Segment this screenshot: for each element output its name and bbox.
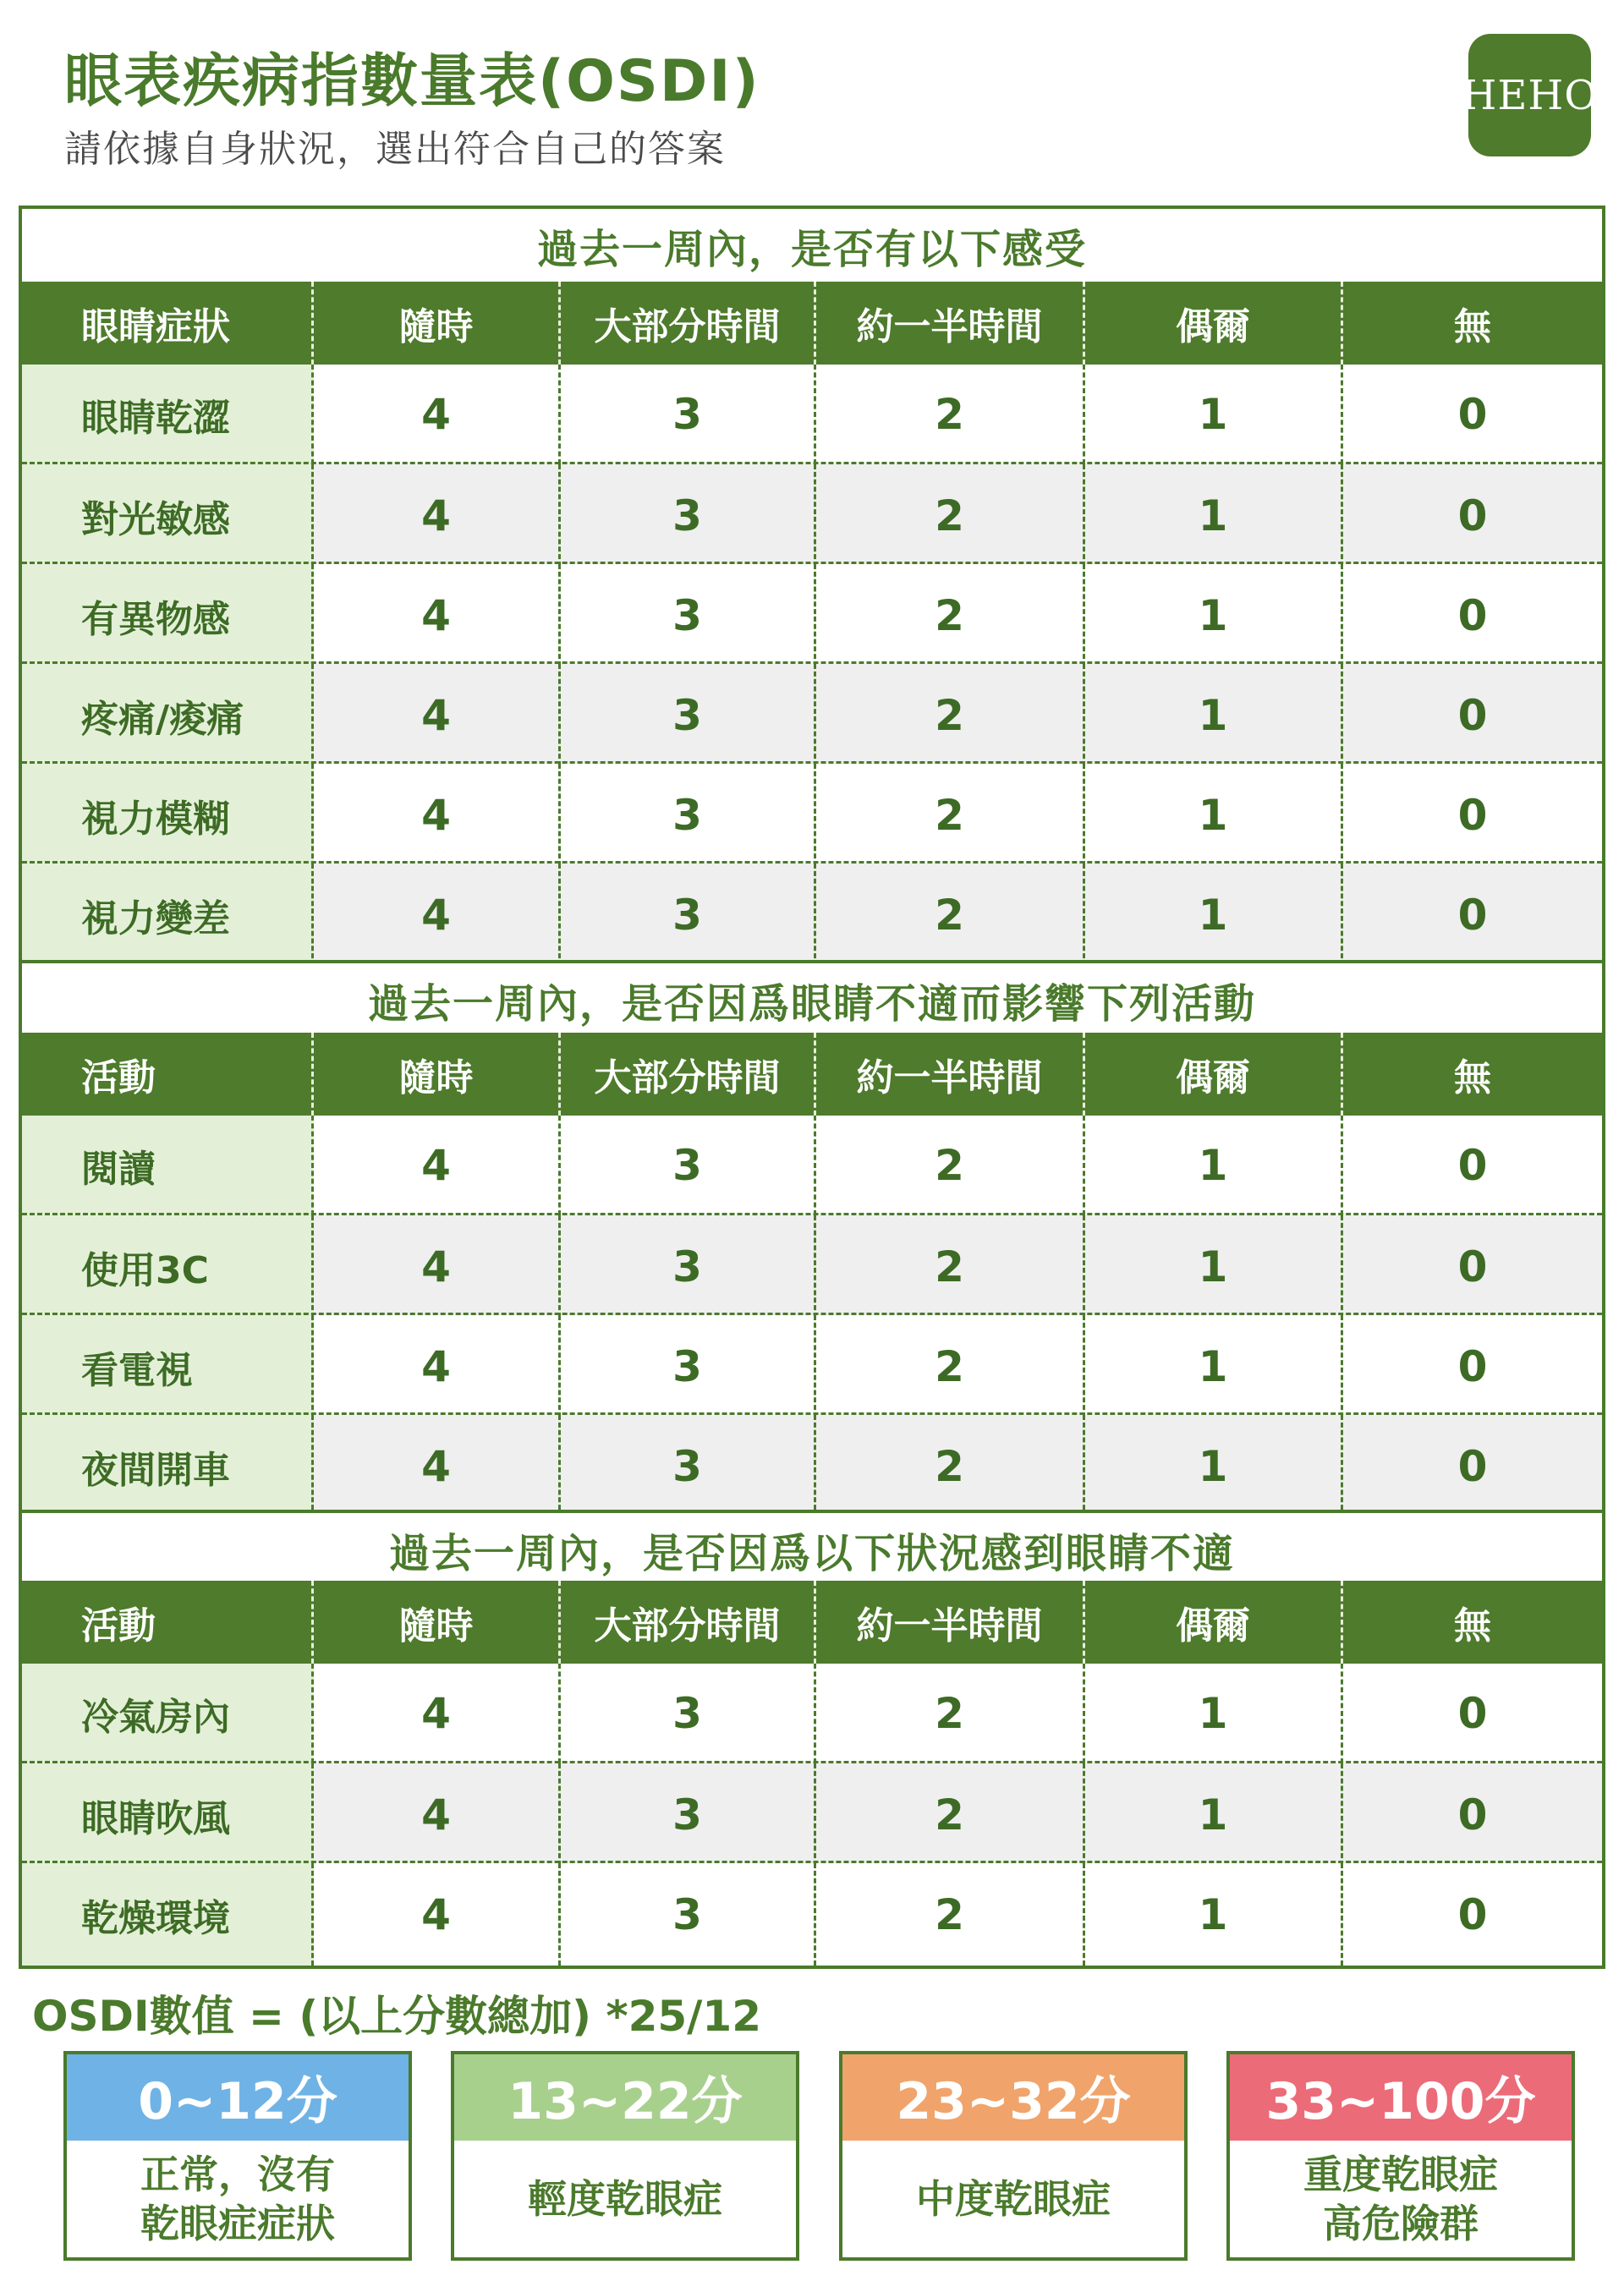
table-row: [22, 1412, 1602, 1517]
score-option[interactable]: 4: [314, 664, 561, 766]
score-option[interactable]: 3: [561, 1664, 816, 1763]
score-option[interactable]: 1: [1085, 1664, 1343, 1763]
row-label: 冷氣房內: [22, 1664, 314, 1763]
header-cell: 大部分時間: [561, 1581, 816, 1664]
score-option[interactable]: 3: [561, 1215, 816, 1318]
score-option[interactable]: 2: [816, 464, 1085, 567]
table-row: [22, 1761, 1602, 1866]
score-option[interactable]: 3: [561, 1315, 816, 1417]
header-cell: 大部分時間: [561, 282, 816, 365]
score-option[interactable]: 0: [1343, 365, 1602, 464]
range-description-line: 重度乾眼症: [1303, 2152, 1498, 2197]
score-option[interactable]: 4: [314, 365, 561, 464]
score-option[interactable]: 1: [1085, 1116, 1343, 1215]
range-description-line: 乾眼症症狀: [140, 2201, 335, 2246]
score-option[interactable]: 1: [1085, 764, 1343, 866]
row-label: 閱讀: [22, 1116, 314, 1215]
score-option[interactable]: 2: [816, 1116, 1085, 1215]
header-cell: 約一半時間: [816, 1033, 1085, 1116]
score-option[interactable]: 3: [561, 864, 816, 966]
row-label: 對光敏感: [22, 464, 314, 567]
score-option[interactable]: 2: [816, 1863, 1085, 1966]
row-label: 疼痛/痠痛: [22, 664, 314, 766]
header-cell: 無: [1454, 305, 1491, 348]
score-option[interactable]: 0: [1343, 1763, 1602, 1866]
osdi-range-box: [1226, 2051, 1575, 2261]
score-option[interactable]: 4: [314, 764, 561, 866]
osdi-range-box: [63, 2051, 412, 2261]
range-score: 0~12分: [67, 2054, 409, 2141]
score-option[interactable]: 3: [561, 664, 816, 766]
osdi-range-box: [839, 2051, 1188, 2261]
score-option[interactable]: 0: [1343, 1315, 1602, 1417]
row-label: 視力模糊: [22, 764, 314, 866]
osdi-table: [19, 206, 1605, 1969]
table-header-row: [22, 1581, 1602, 1664]
score-option[interactable]: 2: [816, 564, 1085, 666]
header-cell: 隨時: [314, 1033, 561, 1116]
osdi-range-box: [451, 2051, 799, 2261]
score-option[interactable]: 1: [1085, 1415, 1343, 1517]
table-row: [22, 1664, 1602, 1763]
score-option[interactable]: 4: [314, 864, 561, 966]
header-cell: 約一半時間: [816, 1581, 1085, 1664]
row-label: 乾燥環境: [22, 1863, 314, 1966]
score-option[interactable]: 4: [314, 1116, 561, 1215]
score-option[interactable]: 1: [1085, 1315, 1343, 1417]
score-option[interactable]: 1: [1085, 1863, 1343, 1966]
section-title: 過去一周內，是否因爲眼睛不適而影響下列活動: [22, 960, 1602, 1036]
score-option[interactable]: 4: [314, 1215, 561, 1318]
score-option[interactable]: 2: [816, 1215, 1085, 1318]
score-option[interactable]: 4: [314, 564, 561, 666]
score-option[interactable]: 3: [561, 1863, 816, 1966]
score-option[interactable]: 3: [561, 764, 816, 866]
header-cell: 活動: [22, 1033, 314, 1116]
range-description: [67, 2141, 409, 2257]
header-cell: 眼睛症狀: [22, 282, 314, 365]
score-option[interactable]: 1: [1085, 464, 1343, 567]
score-option[interactable]: 1: [1085, 564, 1343, 666]
row-label: 夜間開車: [22, 1415, 314, 1517]
table-row: [22, 365, 1602, 464]
score-option[interactable]: 4: [314, 1763, 561, 1866]
header-cell: 偶爾: [1085, 282, 1343, 365]
range-description: [1230, 2141, 1572, 2257]
table-row: [22, 1861, 1602, 1966]
score-option[interactable]: 0: [1343, 664, 1602, 766]
range-description: [454, 2141, 796, 2257]
header-cell: 偶爾: [1085, 1581, 1343, 1664]
table-row: [22, 562, 1602, 666]
section-title: 過去一周內，是否因爲以下狀況感到眼睛不適: [22, 1510, 1602, 1586]
score-option[interactable]: 3: [561, 464, 816, 567]
row-label: 看電視: [22, 1315, 314, 1417]
score-option[interactable]: 4: [314, 1863, 561, 1966]
header-cell: 大部分時間: [561, 1033, 816, 1116]
score-option[interactable]: 2: [816, 664, 1085, 766]
header-cell: 偶爾: [1085, 1033, 1343, 1116]
header-cell: 活動: [22, 1581, 314, 1664]
range-score: 33~100分: [1230, 2054, 1572, 2141]
header-cell: 隨時: [314, 282, 561, 365]
range-description-line: 高危險群: [1323, 2201, 1479, 2246]
score-option[interactable]: 1: [1085, 1215, 1343, 1318]
row-label: 眼睛乾澀: [22, 365, 314, 464]
header-cell: 無: [1454, 1604, 1491, 1648]
logo-text: HEHO: [1461, 71, 1599, 119]
page-subtitle: 請依據自身狀況，選出符合自己的答案: [64, 128, 726, 171]
score-option[interactable]: 2: [816, 1664, 1085, 1763]
header-cell: 約一半時間: [816, 282, 1085, 365]
score-option[interactable]: 3: [561, 1116, 816, 1215]
range-description-line: 正常，沒有: [140, 2152, 335, 2197]
score-option[interactable]: 0: [1343, 564, 1602, 666]
score-option[interactable]: 4: [314, 464, 561, 567]
table-row: [22, 861, 1602, 966]
score-option[interactable]: 0: [1343, 1116, 1602, 1215]
page-title: 眼表疾病指數量表(OSDI): [64, 48, 760, 115]
row-label: 視力變差: [22, 864, 314, 966]
score-option[interactable]: 3: [561, 365, 816, 464]
range-score: 23~32分: [842, 2054, 1184, 2141]
header-cell: 無: [1454, 1056, 1491, 1099]
heho-logo: [1461, 34, 1599, 156]
row-label: 眼睛吹風: [22, 1763, 314, 1866]
table-header-row: [22, 282, 1602, 365]
table-row: [22, 1116, 1602, 1215]
table-row: [22, 1213, 1602, 1318]
score-option[interactable]: 1: [1085, 664, 1343, 766]
score-option[interactable]: 0: [1343, 1215, 1602, 1318]
score-option[interactable]: 4: [314, 1664, 561, 1763]
score-option[interactable]: 4: [314, 1315, 561, 1417]
row-label: 有異物感: [22, 564, 314, 666]
range-description-line: 中度乾眼症: [916, 2176, 1111, 2222]
header-cell: 隨時: [314, 1581, 561, 1664]
score-option[interactable]: 2: [816, 1763, 1085, 1866]
score-option[interactable]: 3: [561, 564, 816, 666]
score-option[interactable]: 1: [1085, 365, 1343, 464]
score-option[interactable]: 4: [314, 1415, 561, 1517]
score-option[interactable]: 0: [1343, 464, 1602, 567]
score-option[interactable]: 1: [1085, 1763, 1343, 1866]
table-row: [22, 661, 1602, 766]
section-title: 過去一周內，是否有以下感受: [22, 209, 1602, 282]
score-option[interactable]: 0: [1343, 1664, 1602, 1763]
score-option[interactable]: 2: [816, 864, 1085, 966]
row-label: 使用3C: [22, 1215, 314, 1318]
table-header-row: [22, 1033, 1602, 1116]
score-option[interactable]: 2: [816, 764, 1085, 866]
osdi-formula: OSDI數值 = (以上分數總加) *25/12: [32, 1992, 762, 2041]
score-option[interactable]: 0: [1343, 1415, 1602, 1517]
range-score: 13~22分: [454, 2054, 796, 2141]
score-option[interactable]: 2: [816, 365, 1085, 464]
range-description: [842, 2141, 1184, 2257]
score-option[interactable]: 2: [816, 1415, 1085, 1517]
score-option[interactable]: 2: [816, 1315, 1085, 1417]
score-option[interactable]: 1: [1085, 864, 1343, 966]
score-option[interactable]: 0: [1343, 1863, 1602, 1966]
range-description-line: 輕度乾眼症: [528, 2176, 722, 2222]
score-option[interactable]: 3: [561, 1415, 816, 1517]
table-row: [22, 462, 1602, 567]
score-option[interactable]: 0: [1343, 864, 1602, 966]
table-row: [22, 1313, 1602, 1417]
score-option[interactable]: 0: [1343, 764, 1602, 866]
table-row: [22, 761, 1602, 866]
score-option[interactable]: 3: [561, 1763, 816, 1866]
